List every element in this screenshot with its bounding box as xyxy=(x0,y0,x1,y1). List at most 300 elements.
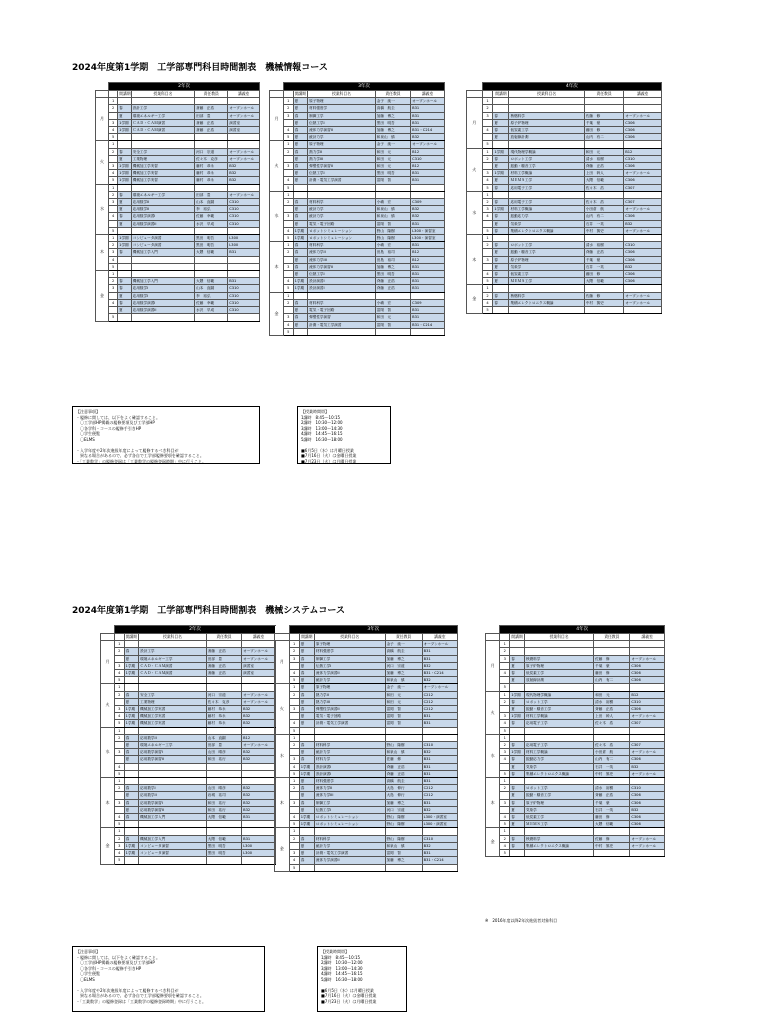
period-cell xyxy=(482,163,493,170)
note-line: ■7月16日（火）は金曜日授業 xyxy=(301,453,357,458)
room-cell: B31 xyxy=(228,249,260,256)
instructor-cell: 金子 純一 xyxy=(385,684,422,691)
room-cell: B31・C214 xyxy=(411,127,445,134)
room-cell xyxy=(242,821,276,828)
instructor-cell xyxy=(375,328,410,335)
column-header-day xyxy=(486,634,500,641)
table-row xyxy=(96,307,260,314)
table-row xyxy=(275,828,458,835)
period-cell: 4 xyxy=(289,763,299,770)
course-cell xyxy=(509,105,584,112)
instructor-cell: 藤田 修 xyxy=(584,271,623,278)
room-cell: B31 xyxy=(422,778,457,785)
course-cell: 弾塑性学演習II xyxy=(308,163,376,170)
room-cell xyxy=(228,263,260,270)
term-cell: 春 xyxy=(299,691,314,698)
instructor-cell: 和田 元 xyxy=(375,155,410,162)
table-row xyxy=(486,706,665,713)
room-cell xyxy=(242,684,276,691)
instructor-cell xyxy=(195,314,228,321)
column-header: 講義室 xyxy=(624,91,662,98)
term-cell: 1学期 xyxy=(124,720,138,727)
period-cell: 3 xyxy=(500,799,510,806)
period-cell: 5 xyxy=(482,278,493,285)
note-line: ・「工業数学」の履修登録は「工業数学の履修登録時期」中に行うこと。 xyxy=(76,458,206,464)
course-cell: ＣＡＤ・ＣＡＭ演習 xyxy=(139,662,207,669)
table-row xyxy=(101,742,276,749)
table-row xyxy=(467,285,662,292)
course-cell: ロボットシミュレーション xyxy=(314,814,385,821)
period-cell: 1 xyxy=(289,684,299,691)
term-cell xyxy=(118,314,132,321)
period-cell: 2 xyxy=(109,191,118,198)
table-row xyxy=(101,698,276,705)
table-row xyxy=(270,170,445,177)
table-row xyxy=(270,292,445,299)
term-cell: 1学期 xyxy=(299,770,314,777)
term-cell: 夏 xyxy=(293,307,307,314)
period-cell: 5 xyxy=(500,684,510,691)
period-cell: 4 xyxy=(284,278,294,285)
period-cell xyxy=(109,155,118,162)
instructor-cell: 李 裕弘 xyxy=(195,206,228,213)
course-cell: 伝熱工学I xyxy=(308,119,376,126)
period-cell: 4 xyxy=(500,842,510,849)
instructor-cell: 中村 篤史 xyxy=(584,227,623,234)
course-cell: 応用数学演習I xyxy=(139,749,207,756)
table-row xyxy=(96,206,260,213)
term-cell xyxy=(299,828,314,835)
table-row xyxy=(270,191,445,198)
room-cell: オープンホール xyxy=(242,655,276,662)
instructor-cell: 佐々木 克彦 xyxy=(206,698,241,705)
course-cell xyxy=(139,763,207,770)
room-cell: オープンホール xyxy=(630,655,665,662)
course-cell: 統計力学 xyxy=(314,677,385,684)
room-cell: オープンホール xyxy=(630,749,665,756)
course-cell: 熱力学II xyxy=(314,691,385,698)
course-cell: 材料科学 xyxy=(314,742,385,749)
table-row xyxy=(486,814,665,821)
instructor-cell: 藤村 恭永 xyxy=(206,706,241,713)
course-cell: 集積エレクトロニクス概論 xyxy=(525,770,594,777)
period-cell xyxy=(115,792,125,799)
instructor-cell xyxy=(594,641,630,648)
term-cell: 春 xyxy=(493,242,509,249)
column-header: 責任教員 xyxy=(594,634,630,641)
table-row xyxy=(101,749,276,756)
course-cell xyxy=(308,191,376,198)
period-cell: 2 xyxy=(109,148,118,155)
table-row xyxy=(467,155,662,162)
room-cell: B32 xyxy=(242,756,276,763)
column-header: 責任教員 xyxy=(375,91,410,98)
term-cell: 春 xyxy=(293,112,307,119)
table-row xyxy=(270,314,445,321)
instructor-cell xyxy=(206,727,241,734)
instructor-cell: 清水 裕樹 xyxy=(594,785,630,792)
term-cell: 春 xyxy=(118,285,132,292)
room-cell: B31 xyxy=(422,799,457,806)
course-cell: 気象学 xyxy=(525,763,594,770)
note-line: 【注意事項】 xyxy=(76,949,100,954)
course-cell xyxy=(139,684,207,691)
room-cell: B12 xyxy=(630,691,665,698)
period-cell: 1 xyxy=(109,141,118,148)
term-cell xyxy=(124,770,138,777)
course-cell: 材料科学 xyxy=(308,299,376,306)
instructor-cell: 水沢 早成 xyxy=(195,307,228,314)
instructor-cell: 石井 一英 xyxy=(584,263,623,270)
table-row xyxy=(270,271,445,278)
room-cell: C310 xyxy=(228,213,260,220)
term-cell: 夏 xyxy=(510,821,525,828)
term-cell xyxy=(510,778,525,785)
table-row xyxy=(486,742,665,749)
room-cell: オープンホール xyxy=(624,227,662,234)
period-cell: 4 xyxy=(109,213,118,220)
term-cell: 夏 xyxy=(124,655,138,662)
term-cell: 夏 xyxy=(493,177,509,184)
course-cell: ロボット工学 xyxy=(509,242,584,249)
term-cell: 夏 xyxy=(299,713,314,720)
course-cell: 統計力学 xyxy=(314,842,385,849)
room-cell: B31 xyxy=(422,720,457,727)
term-cell: 夏 xyxy=(293,98,307,105)
day-label: 金 xyxy=(275,828,290,871)
instructor-cell: 加藤 博之 xyxy=(385,655,422,662)
instructor-cell xyxy=(195,227,228,234)
period-cell: 5 xyxy=(482,141,493,148)
term-cell: 夏 xyxy=(124,806,138,813)
room-cell: オープンホール xyxy=(422,684,457,691)
period-cell: 5 xyxy=(289,864,299,871)
room-cell: B31 xyxy=(422,713,457,720)
course-cell xyxy=(139,778,207,785)
period-cell: 1 xyxy=(109,271,118,278)
period-cell: 5 xyxy=(500,821,510,828)
instructor-cell: 中村 篤史 xyxy=(594,770,630,777)
room-cell: C306 xyxy=(624,213,662,220)
column-header: 開講期 xyxy=(301,634,313,639)
table-row xyxy=(486,734,665,741)
period-cell xyxy=(289,698,299,705)
instructor-cell: 李 裕弘 xyxy=(195,292,228,299)
note-line: 3講時 13:00〜14:30 xyxy=(301,425,343,431)
note-line: 5講時 16:30〜18:00 xyxy=(321,976,363,982)
room-cell xyxy=(228,98,260,105)
table-row xyxy=(486,835,665,842)
period-cell: 1 xyxy=(500,828,510,835)
table-row xyxy=(467,119,662,126)
room-cell: C310 xyxy=(228,292,260,299)
column-header: 開講期 xyxy=(125,634,138,639)
course-cell: 原子炉物理 xyxy=(509,119,584,126)
instructor-cell xyxy=(584,235,623,242)
instructor-cell: 河口 宗道 xyxy=(195,148,228,155)
period-cell: 1 xyxy=(482,285,493,292)
instructor-cell: 佐々木 浩 xyxy=(594,742,630,749)
table-row xyxy=(275,835,458,842)
period-cell xyxy=(284,206,294,213)
period-cell: 1 xyxy=(500,691,510,698)
course-cell: 工業物理 xyxy=(131,155,194,162)
term-cell: 夏 xyxy=(493,220,509,227)
column-header-day xyxy=(101,634,115,641)
timetable-year2 xyxy=(95,82,260,322)
room-cell: B12 xyxy=(411,148,445,155)
room-cell: C310 xyxy=(630,698,665,705)
room-cell: B32 xyxy=(228,177,260,184)
period-cell: 5 xyxy=(284,184,294,191)
column-header: 開講期 xyxy=(294,91,307,96)
course-cell xyxy=(139,770,207,777)
period-cell: 1 xyxy=(115,727,125,734)
table-row xyxy=(270,119,445,126)
course-cell: 材料科学 xyxy=(308,242,376,249)
period-cell: 2 xyxy=(115,785,125,792)
term-cell: 春 xyxy=(493,184,509,191)
term-cell: 夏 xyxy=(124,742,138,749)
period-cell: 5 xyxy=(115,821,125,828)
instructor-cell: 佐藤 幸範 xyxy=(195,213,228,220)
table-row xyxy=(270,256,445,263)
course-cell: 応用数学II xyxy=(131,206,194,213)
term-cell: 春 xyxy=(118,148,132,155)
room-cell xyxy=(422,864,457,871)
room-cell: B31 xyxy=(422,648,457,655)
course-cell xyxy=(525,828,594,835)
course-cell xyxy=(131,184,194,191)
room-cell: 演習室 xyxy=(242,662,276,669)
term-cell: 春 xyxy=(299,799,314,806)
table-row xyxy=(467,134,662,141)
table-row xyxy=(275,670,458,677)
term-cell: 夏 xyxy=(124,756,138,763)
term-cell: 春 xyxy=(293,127,307,134)
room-cell: C310 xyxy=(422,835,457,842)
course-cell: 応用数学II xyxy=(139,792,207,799)
period-cell: 3 xyxy=(482,170,493,177)
table-row xyxy=(101,785,276,792)
period-cell: 5 xyxy=(289,727,299,734)
term-cell xyxy=(293,191,307,198)
period-cell: 1 xyxy=(109,184,118,191)
period-cell: 4 xyxy=(284,127,294,134)
term-cell: 1学期 xyxy=(118,127,132,134)
note-line: ・履修に関しては、以下をよく確認すること。 xyxy=(76,414,160,420)
room-cell: B32 xyxy=(242,706,276,713)
course-cell xyxy=(131,256,194,263)
instructor-cell: 加藤 博之 xyxy=(375,127,410,134)
room-cell xyxy=(624,235,662,242)
course-cell xyxy=(131,227,194,234)
course-cell: 原子物理 xyxy=(308,98,376,105)
column-header: 授業科目名 xyxy=(308,91,376,98)
term-cell: 1学期 xyxy=(124,713,138,720)
table-row xyxy=(467,220,662,227)
course-cell: 環境エネルギー工学 xyxy=(139,742,207,749)
course-cell: 低炭素工学 xyxy=(525,670,594,677)
term-cell: 夏 xyxy=(299,806,314,813)
course-cell: コンピュータ演習 xyxy=(131,242,194,249)
table-row xyxy=(275,677,458,684)
table-row xyxy=(96,191,260,198)
instructor-cell: 斎藤 正浩 xyxy=(206,662,241,669)
instructor-cell: 和田 元 xyxy=(375,163,410,170)
instructor-cell: 石井 一英 xyxy=(594,806,630,813)
period-cell: 1 xyxy=(500,641,510,648)
room-cell: C212 xyxy=(422,706,457,713)
instructor-cell: 中村 篤史 xyxy=(594,842,630,849)
term-cell: 春 xyxy=(493,299,509,306)
instructor-cell: 斉藤 正浩 xyxy=(385,770,422,777)
instructor-cell: 上田 幹人 xyxy=(584,170,623,177)
table-row xyxy=(467,263,662,270)
room-cell xyxy=(630,734,665,741)
course-cell: 熱力学III xyxy=(314,698,385,705)
instructor-cell: 斎藤 正浩 xyxy=(195,127,228,134)
instructor-cell: 水沢 早成 xyxy=(195,220,228,227)
period-cell: 5 xyxy=(500,770,510,777)
instructor-cell xyxy=(584,141,623,148)
table-row xyxy=(275,778,458,785)
instructor-cell: 山本 直嗣 xyxy=(195,199,228,206)
table-row xyxy=(270,141,445,148)
instructor-cell: 清水 裕樹 xyxy=(594,698,630,705)
room-cell: B31 xyxy=(411,170,445,177)
term-cell: 夏 xyxy=(299,778,314,785)
table-row xyxy=(96,285,260,292)
course-cell: 計測・電気工学演習 xyxy=(314,850,385,857)
term-cell: 春 xyxy=(124,648,138,655)
term-cell xyxy=(493,98,509,105)
term-cell: 1学期 xyxy=(124,662,138,669)
room-cell xyxy=(242,828,276,835)
instructor-cell: 佐々木 克彦 xyxy=(195,155,228,162)
instructor-cell xyxy=(584,285,623,292)
course-cell: 設計工学 xyxy=(139,648,207,655)
course-cell: 統計力学 xyxy=(308,206,376,213)
course-cell: ＭＥＭＳ工学 xyxy=(525,821,594,828)
period-cell: 1 xyxy=(115,828,125,835)
room-cell: B12 xyxy=(411,249,445,256)
period-cell: 4 xyxy=(482,299,493,306)
instructor-cell: 野山 隆樹 xyxy=(385,814,422,821)
column-header: 授業科目名 xyxy=(509,91,584,98)
room-cell: B31 xyxy=(411,105,445,112)
table-row xyxy=(275,648,458,655)
table-row xyxy=(486,806,665,813)
room-cell: オープンホール xyxy=(630,713,665,720)
table-row xyxy=(96,227,260,234)
period-cell: 4 xyxy=(482,271,493,278)
column-header xyxy=(109,91,118,98)
note-line: 3講時 13:00〜14:30 xyxy=(321,965,363,971)
instructor-cell xyxy=(594,778,630,785)
instructor-cell: 千葉 豪 xyxy=(584,119,623,126)
note-line: 4講時 14:45〜16:15 xyxy=(301,431,343,436)
term-cell: 1学期 xyxy=(493,170,509,177)
table-row xyxy=(270,163,445,170)
period-cell: 5 xyxy=(500,727,510,734)
term-cell: 夏 xyxy=(118,220,132,227)
instructor-cell: 山本 直嗣 xyxy=(195,285,228,292)
table-row xyxy=(486,670,665,677)
year-header: 3年次 xyxy=(289,626,457,634)
note-line: ■7月16日（火）は金曜日授業 xyxy=(321,993,377,998)
room-cell: C306 xyxy=(630,821,665,828)
instructor-cell: 山田 晴彦 xyxy=(206,785,241,792)
term-cell xyxy=(299,734,314,741)
course-cell xyxy=(525,734,594,741)
room-cell: B12 xyxy=(624,148,662,155)
course-cell: 材料科学 xyxy=(308,199,376,206)
term-cell: 春 xyxy=(293,163,307,170)
term-cell xyxy=(493,285,509,292)
term-cell: 1学期 xyxy=(124,850,138,857)
table-row xyxy=(101,857,276,864)
term-cell xyxy=(124,641,138,648)
term-cell: 春 xyxy=(510,756,525,763)
day-label: 月 xyxy=(270,98,284,141)
table-row xyxy=(96,249,260,256)
class-hours-box xyxy=(297,406,391,464)
column-header xyxy=(500,634,510,641)
period-cell xyxy=(284,271,294,278)
table-row xyxy=(467,105,662,112)
room-cell: B31 xyxy=(411,112,445,119)
course-cell: 核燃料学 xyxy=(509,292,584,299)
period-cell: 1 xyxy=(284,242,294,249)
term-cell xyxy=(293,328,307,335)
period-cell: 2 xyxy=(482,155,493,162)
table-row xyxy=(101,662,276,669)
instructor-cell: 金子 純一 xyxy=(375,98,410,105)
term-cell xyxy=(124,763,138,770)
table-row xyxy=(270,307,445,314)
instructor-cell: 大隈 信範 xyxy=(584,278,623,285)
instructor-cell: 斉藤 正浩 xyxy=(375,278,410,285)
instructor-cell xyxy=(206,677,241,684)
table-row xyxy=(96,235,260,242)
instructor-cell: 山内 有二 xyxy=(594,677,630,684)
term-cell xyxy=(124,727,138,734)
period-cell: 2 xyxy=(115,691,125,698)
term-cell: 夏 xyxy=(118,112,132,119)
table-row xyxy=(467,98,662,105)
column-header: 講義室 xyxy=(411,91,445,98)
period-cell: 2 xyxy=(500,742,510,749)
day-label: 木 xyxy=(486,778,500,828)
period-cell: 4 xyxy=(500,720,510,727)
period-cell: 2 xyxy=(115,835,125,842)
period-cell: 1 xyxy=(284,292,294,299)
term-cell: 春 xyxy=(493,256,509,263)
table-row xyxy=(486,828,665,835)
instructor-cell: 野山 隆樹 xyxy=(375,235,410,242)
table-row xyxy=(467,141,662,148)
instructor-cell: 石井 一英 xyxy=(594,763,630,770)
instructor-cell: 和田 元 xyxy=(584,148,623,155)
room-cell: C310 xyxy=(228,285,260,292)
room-cell: オープンホール xyxy=(624,206,662,213)
course-cell: 応用電子工学 xyxy=(525,720,594,727)
term-cell xyxy=(493,141,509,148)
term-cell: 夏 xyxy=(293,134,307,141)
period-cell xyxy=(284,256,294,263)
table-row xyxy=(467,170,662,177)
